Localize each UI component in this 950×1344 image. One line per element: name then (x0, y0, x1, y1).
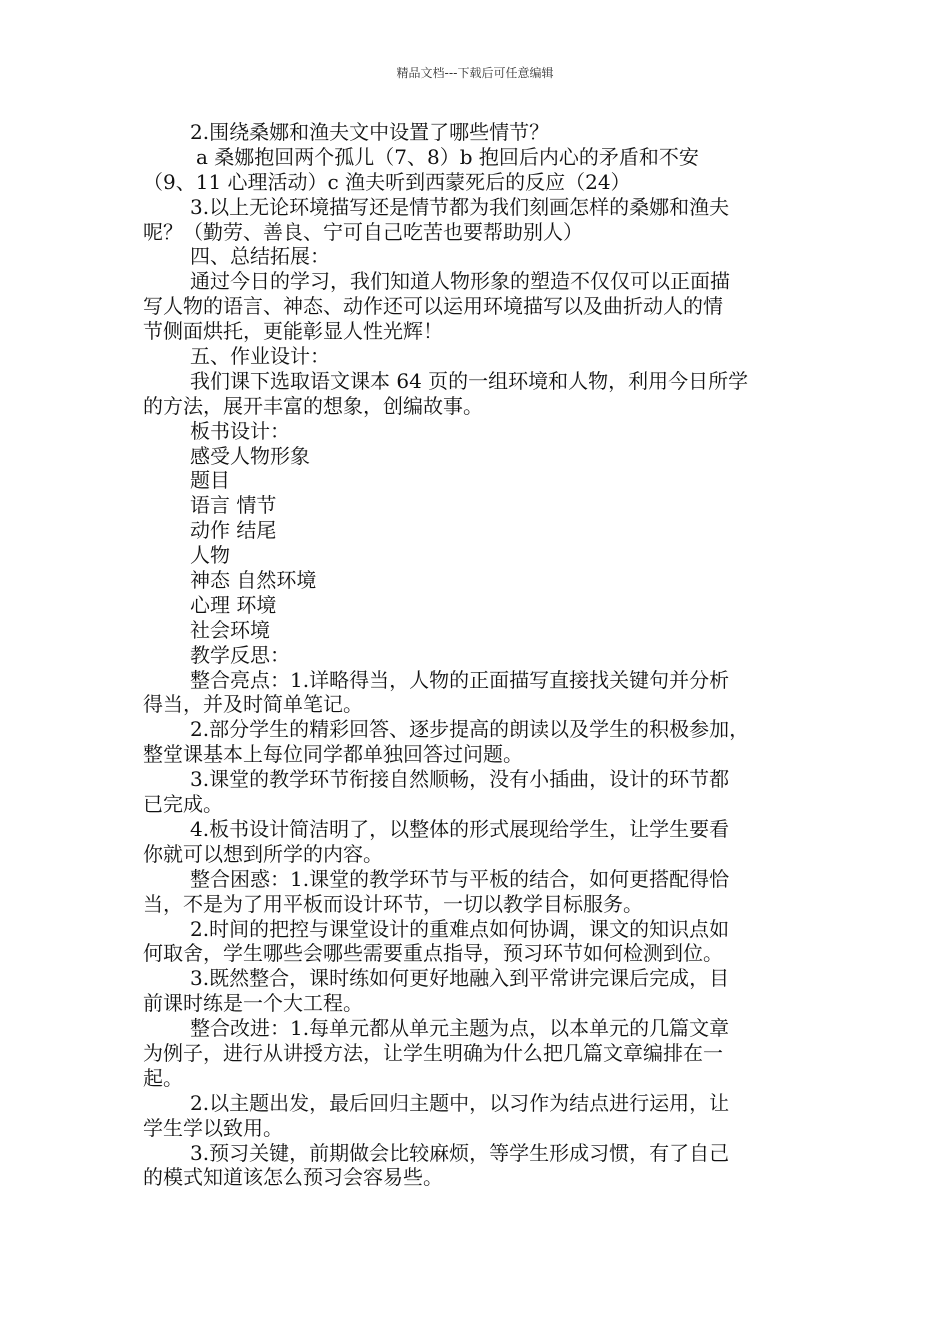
text-line: 动作 结尾 (190, 518, 277, 543)
page-header: 精品文档---下载后可任意编辑 (396, 66, 554, 80)
text-line: 何取舍，学生哪些会哪些需要重点指导，预习环节如何检测到位。 (143, 941, 723, 966)
text-line: 得当，并及时简单笔记。 (143, 692, 363, 717)
text-line: 感受人物形象 (190, 443, 310, 468)
text-line: 2.围绕桑娜和渔夫文中设置了哪些情节？ (190, 120, 550, 144)
text-line: 2.部分学生的精彩回答、逐步提高的朗读以及学生的积极参加， (190, 717, 750, 742)
text-line: 3.课堂的教学环节衔接自然顺畅，没有小插曲，设计的环节都 (190, 767, 730, 792)
text-line: 学生学以致用。 (143, 1115, 283, 1140)
text-line: 已完成。 (143, 792, 223, 817)
text-line: 节侧面烘托，更能彰显人性光辉！ (143, 319, 443, 344)
text-line: a 桑娜抱回两个孤儿（7、8）b 抱回后内心的矛盾和不安 (196, 144, 699, 169)
text-line: 起。 (143, 1065, 183, 1090)
text-line: 你就可以想到所学的内容。 (143, 841, 383, 866)
text-line: 的方法，展开丰富的想象，创编故事。 (143, 393, 483, 418)
text-line: 社会环境 (190, 617, 270, 642)
text-line: 整堂课基本上每位同学都单独回答过问题。 (143, 742, 523, 767)
text-line: （9、11 心理活动）c 渔夫听到西蒙死后的反应（24） (143, 169, 631, 194)
text-line: 写人物的语言、神态、动作还可以运用环境描写以及曲折动人的情 (143, 294, 723, 319)
text-line: 前课时练是一个大工程。 (143, 991, 363, 1016)
text-line: 为例子，进行从讲授方法，让学生明确为什么把几篇文章编排在一 (143, 1040, 723, 1065)
text-line: 2.时间的把控与课堂设计的重难点如何协调，课文的知识点如 (190, 916, 730, 941)
text-line: 题目 (190, 468, 230, 493)
text-line: 整合改进：1.每单元都从单元主题为点，以本单元的几篇文章 (190, 1016, 730, 1041)
text-line: 3.以上无论环境描写还是情节都为我们刻画怎样的桑娜和渔夫 (190, 194, 730, 219)
text-line: 人物 (190, 543, 230, 568)
text-line: 整合亮点：1.详略得当，人物的正面描写直接找关键句并分析 (190, 667, 730, 692)
text-line: 3.预习关键，前期做会比较麻烦，等学生形成习惯，有了自己 (190, 1140, 730, 1165)
text-line: 呢？（勤劳、善良、宁可自己吃苦也要帮助别人） (143, 219, 583, 244)
text-line: 2.以主题出发，最后回归主题中，以习作为结点进行运用，让 (190, 1090, 730, 1115)
text-line: 心理 环境 (190, 592, 277, 617)
text-line: 的模式知道该怎么预习会容易些。 (143, 1165, 443, 1190)
text-line: 通过今日的学习，我们知道人物形象的塑造不仅仅可以正面描 (190, 269, 730, 294)
text-line: 五、作业设计： (190, 344, 330, 369)
document-body (143, 120, 813, 1190)
text-line: 整合困惑：1.课堂的教学环节与平板的结合，如何更搭配得恰 (190, 866, 730, 891)
text-line: 4.板书设计简洁明了，以整体的形式展现给学生，让学生要看 (190, 816, 730, 841)
text-line: 板书设计： (190, 418, 290, 443)
text-line: 神态 自然环境 (190, 568, 317, 593)
text-line: 当，不是为了用平板而设计环节，一切以教学目标服务。 (143, 891, 643, 916)
text-line: 语言 情节 (190, 493, 277, 518)
text-line: 3.既然整合，课时练如何更好地融入到平常讲完课后完成，目 (190, 966, 730, 991)
text-line: 四、总结拓展： (190, 244, 330, 269)
text-line: 教学反思： (190, 642, 290, 667)
text-line: 我们课下选取语文课本 64 页的一组环境和人物，利用今日所学 (190, 368, 749, 393)
